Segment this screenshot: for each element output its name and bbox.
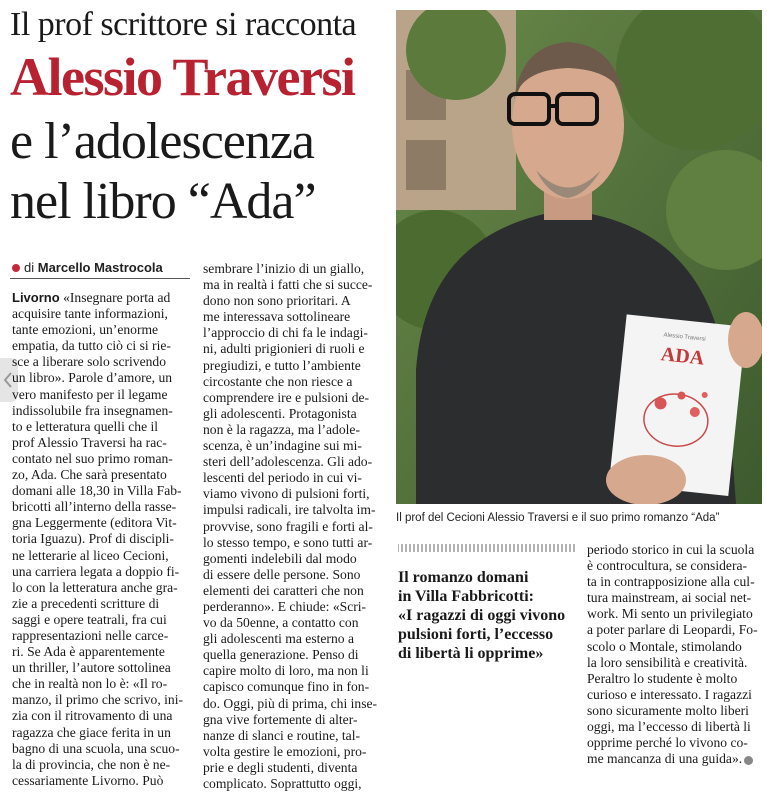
article-line: che in realtà non lo è: «Il ro- bbox=[12, 676, 168, 692]
article-line: ne letterarie al liceo Cecioni, bbox=[12, 547, 169, 563]
article-line: gna Leggermente (editora Vit- bbox=[12, 515, 177, 531]
article-column-1 bbox=[12, 290, 190, 789]
article-line: bagno di una scuola, una scuo- bbox=[12, 740, 180, 756]
article-line: manzo, il primo che scrivo, ini- bbox=[12, 692, 184, 708]
article-line: complicato. Soprattutto oggi, bbox=[203, 776, 362, 791]
article-line: toria Iguazu). Prof di discipli- bbox=[12, 531, 174, 547]
article-line: saggi e opere teatrali, fra cui bbox=[12, 611, 167, 627]
article-line: cessariamente Livorno. Può bbox=[12, 772, 164, 788]
article-line: prof Alessio Traversi ha rac- bbox=[12, 434, 167, 450]
headline-line: nel libro “Ada” bbox=[10, 173, 316, 230]
article-line: empatia, da tutto ciò ci si rie- bbox=[12, 338, 171, 354]
article-line: nanze di slanci e routine, tal- bbox=[203, 727, 361, 743]
article-line: prie e degli studenti, diventa bbox=[203, 759, 358, 775]
article-line: circostante che non riesce a bbox=[203, 373, 353, 389]
headline-name: Alessio Traversi bbox=[10, 47, 355, 107]
article-line: la loro sensibilità e creatività. bbox=[587, 654, 748, 670]
article-line: vo da 50enne, a contatto con bbox=[203, 615, 359, 631]
article-line: curioso e interessato. I ragazzi bbox=[587, 686, 752, 702]
article-line: bricotti all’interno della rasse- bbox=[12, 499, 177, 515]
article-line: Peraltro lo studente è molto bbox=[587, 670, 738, 686]
article-line: zie a precedenti scritture di bbox=[12, 595, 160, 611]
article-line: ragazza che giace ferita in un bbox=[12, 724, 171, 740]
article-line: ma in realtà i fatti che si succe- bbox=[203, 277, 373, 293]
article-line: elementi dei caratteri che non bbox=[203, 582, 364, 598]
article-line: è controcultura, se considera- bbox=[587, 558, 748, 574]
sidebar-headline-line: Il romanzo domani bbox=[398, 569, 529, 586]
article-line: steri dell’adolescenza. Gli ado- bbox=[203, 454, 373, 470]
article-column-3 bbox=[587, 542, 763, 767]
headline bbox=[10, 112, 316, 232]
article-line: periodo storico in cui la scuola bbox=[587, 542, 755, 557]
author-photo bbox=[396, 10, 762, 504]
article-line: ni, adulti prigionieri di ruoli e bbox=[203, 341, 365, 357]
bullet-icon bbox=[12, 264, 20, 272]
article-line: capire molto di loro, ma non li bbox=[203, 663, 369, 679]
article-line: do. Oggi, più di prima, chi inse- bbox=[203, 695, 378, 711]
article-line: una carriera legata a doppio fi- bbox=[12, 563, 180, 579]
article-line: work. Mi sento un privilegiato bbox=[587, 606, 753, 622]
sidebar-headline-line: pulsioni forti, l’eccesso bbox=[398, 626, 554, 643]
article-line: sono sicuramente molto liberi bbox=[587, 702, 749, 718]
byline bbox=[12, 260, 163, 275]
article-line: volta gestire le emozioni, pro- bbox=[203, 743, 367, 759]
article-line: indissolubile fra insegnamen- bbox=[12, 402, 173, 418]
photo-caption: Il prof del Cecioni Alessio Traversi e il suo primo romanzo “Ada” bbox=[396, 512, 720, 524]
article-line: a poter parlare di Leopardi, Fo- bbox=[587, 622, 758, 638]
article-line: contato nel suo primo roman- bbox=[12, 450, 173, 466]
byline-author: Marcello Mastrocola bbox=[37, 260, 163, 275]
article-line: Livorno «Insegnare porta ad bbox=[12, 290, 171, 305]
article-line: provvise, sono fragili e forti al- bbox=[203, 518, 373, 534]
article-line: rappresentazioni nelle carce- bbox=[12, 627, 169, 643]
sidebar-headline-line: di libertà li opprime» bbox=[398, 645, 544, 662]
article-line: to e letteratura quelli che il bbox=[12, 418, 159, 434]
article-line: scenza, è un’indagine sui mi- bbox=[203, 438, 362, 454]
article-line: non è la ragazza, ma l’adole- bbox=[203, 421, 360, 437]
article-line: un libro». Parole d’amore, un bbox=[12, 370, 173, 386]
article-line: ri. Se Ada è apparentemente bbox=[12, 644, 165, 660]
article-line: ta in contrapposizione alla cul- bbox=[587, 574, 755, 590]
article-line: impulsi radicali, ire talvolta im- bbox=[203, 502, 376, 518]
article-line: l’approccio di chi fa le indagi- bbox=[203, 325, 368, 341]
article-line: pregiudizi, e tutto l’ambiente bbox=[203, 357, 361, 373]
article-line: me interessava sottolineare bbox=[203, 309, 351, 325]
article-line: comprendere ire e pulsioni de- bbox=[203, 389, 370, 405]
article-line: gli adolescenti ma esterno a bbox=[203, 631, 354, 647]
article-line: me mancanza di una guida». bbox=[587, 751, 763, 767]
article-line: di essere delle persone. Sono bbox=[203, 566, 361, 582]
article-line: perderanno». E chiude: «Scri- bbox=[203, 598, 367, 614]
article-line: domani alle 18,30 in Villa Fab- bbox=[12, 483, 182, 499]
book-title: ADA bbox=[659, 343, 706, 370]
article-line: scolo o Montale, stimolando bbox=[587, 638, 742, 654]
article-line: gomenti indelebili dal modo bbox=[203, 550, 357, 566]
kicker: Il prof scrittore si racconta bbox=[10, 6, 357, 43]
article-line: viamo vivono di pulsioni forti, bbox=[203, 486, 370, 502]
dateline-place: Livorno bbox=[12, 290, 60, 305]
article-line: opprime perché lo vivono co- bbox=[587, 735, 748, 751]
article-line: gli adolescenti. Protagonista bbox=[203, 405, 357, 421]
article-line: sembrare l’inizio di un giallo, bbox=[203, 261, 365, 276]
article-line: tante emozioni, un’enorme bbox=[12, 322, 159, 338]
article-line: oggi, ma l’eccesso di libertà li bbox=[587, 719, 751, 735]
article-line: tura mainstream, ai social net- bbox=[587, 590, 752, 606]
byline-rule bbox=[10, 278, 190, 279]
article-line: lo stesso tempo, e sono tutti ar- bbox=[203, 534, 373, 550]
article-line: la di provincia, che non è ne- bbox=[12, 756, 171, 772]
article-line: quella generazione. Penso di bbox=[203, 647, 359, 663]
separator-rule bbox=[398, 544, 578, 552]
sidebar-headline-line: «I ragazzi di oggi vivono bbox=[398, 607, 566, 624]
article-line: zo, Ada. Che sarà presentato bbox=[12, 467, 167, 483]
article-line: acquisire tante informazioni, bbox=[12, 306, 168, 322]
byline-prefix: di bbox=[24, 260, 35, 275]
article-line: zia con il ritrovamento di una bbox=[12, 708, 173, 724]
article-line: lescenti del periodo in cui vi- bbox=[203, 470, 362, 486]
book-author: Alessio Traversi bbox=[663, 332, 706, 343]
article-line: lo con la letteratura anche gra- bbox=[12, 579, 178, 595]
sidebar-headline bbox=[398, 568, 578, 663]
article-line: capisco comunque fino in fon- bbox=[203, 679, 370, 695]
end-mark-icon bbox=[744, 756, 753, 765]
article-line: un thriller, l’autore sottolinea bbox=[12, 660, 171, 676]
article-column-2 bbox=[203, 261, 381, 792]
sidebar-headline-line: in Villa Fabbricotti: bbox=[398, 588, 534, 605]
headline-line: e l’adolescenza bbox=[10, 113, 315, 170]
article-line: sce a liberare solo scrivendo bbox=[12, 354, 166, 370]
article-line: gna vive fortemente di alter- bbox=[203, 711, 358, 727]
article-line: vero manifesto per il legame bbox=[12, 386, 168, 402]
article-line: dono non sono prioritari. A bbox=[203, 293, 351, 309]
